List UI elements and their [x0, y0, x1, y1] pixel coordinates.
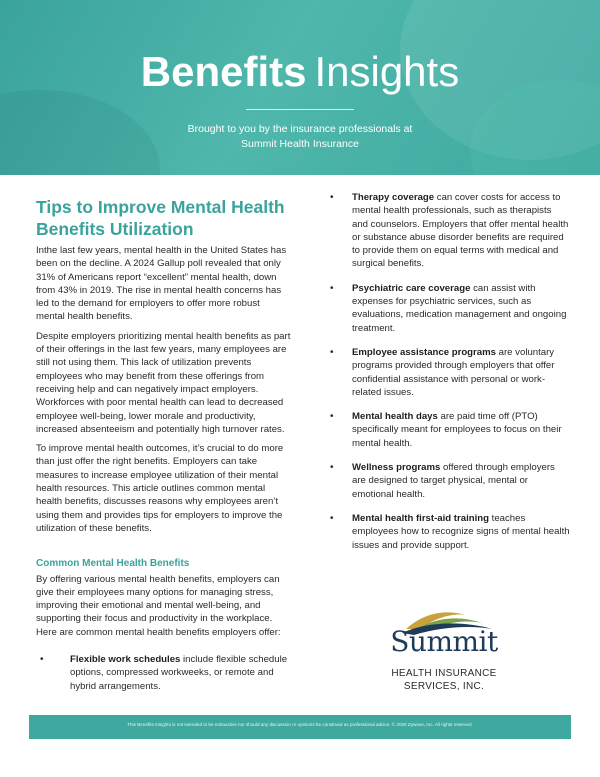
list-item-text: teaches employees how to recognize signs of mental health issues and provide support. — [352, 512, 570, 551]
list-item — [330, 346, 570, 399]
list-item-text: can cover costs for access to mental health professionals, such as therapists and counselors. Employers that offer mental health or substance abuse disorder benefits are required to provide them on equal terms with medical and surgical benefits. — [352, 192, 569, 270]
title-light: Insights — [314, 48, 460, 95]
subtitle-line2: Summit Health Insurance — [241, 138, 359, 150]
list-item-text: include flexible schedule options, compressed workweeks, or remote and hybrid arrangements. — [70, 654, 288, 692]
logo-line1: HEALTH INSURANCE — [391, 668, 497, 679]
article-title: Tips to Improve Mental Health Benefits Utilization — [36, 197, 285, 239]
list-item-bold: Therapy coverage — [352, 192, 435, 203]
list-item-text: are paid time off (PTO) specifically meant for employees to focus on their mental health. — [352, 411, 562, 449]
right-bullet-list — [330, 191, 570, 552]
list-item-bold: Flexible work schedules — [70, 654, 181, 666]
bullet-icon: • — [330, 192, 334, 203]
bullet-icon: • — [330, 282, 334, 294]
bullet-icon: • — [330, 512, 334, 524]
company-logo — [384, 607, 504, 697]
subtitle-line1: Brought to you by the insurance professionals at — [187, 123, 413, 135]
bullet-icon: • — [40, 654, 44, 666]
list-item — [330, 461, 570, 501]
list-item-bold: Wellness programs — [352, 462, 441, 474]
list-item-bold: Employee assistance programs — [352, 346, 496, 358]
list-item-bold: Psychiatric care coverage — [352, 282, 471, 294]
list-item — [330, 512, 570, 552]
list-item-bold: Mental health first-aid training — [352, 512, 489, 524]
title-divider — [246, 109, 354, 110]
paragraph-intro: Inthe last few years, mental health in the United States has been on the decline. A 2024 Gallup poll revealed that only 31% of Americans report “excellent” mental health, down from 43% in 2019. The rise in mental health concerns has led to the demand for employers to offer more robust mental health benefits. — [36, 245, 287, 323]
paragraph-outcomes: To improve mental health outcomes, it’s crucial to do more than just offer the right benefits. Employers can take measures to increase employee utilization of their mental health resources. This article outlines common mental health benefits, discusses reasons why employees aren’t using them and provides tips for employers to improve the utilization of these benefits. — [36, 443, 284, 534]
list-item-text: can assist with expenses for psychiatric services, such as evaluations, medication management and ongoing treatment. — [352, 282, 567, 334]
right-column — [330, 191, 570, 563]
title-bold: Benefits — [140, 48, 307, 95]
header-banner — [0, 0, 600, 175]
footer-disclaimer: This Benefits Insights is not intended to be exhaustive nor should any discussion or opinions be construed as professional advice. © 2025 Zywave, Inc. All rights reserved. — [127, 722, 473, 727]
list-item — [36, 653, 291, 693]
bullet-icon: • — [330, 346, 334, 358]
list-item-text: offered through employers are designed to target physical, mental or emotional health. — [352, 462, 555, 500]
logo-line2: SERVICES, INC. — [403, 681, 485, 692]
section-heading: Common Mental Health Benefits — [36, 558, 190, 570]
list-item — [330, 410, 570, 450]
list-item-text: are voluntary programs provided through employers that offer confidential assistance with personal or work-related issues. — [352, 346, 555, 398]
list-item — [330, 191, 570, 271]
left-column — [36, 196, 291, 704]
logo-wordmark: Summit — [390, 625, 498, 658]
list-item — [330, 282, 570, 335]
section-paragraph: By offering various mental health benefits, employers can give their employees many options for managing stress, improving their emotional and mental well-being, and supporting their focus and productivity in the workplace. Here are common mental health benefits employers offer: — [36, 573, 281, 638]
footer-bar — [29, 715, 571, 739]
paragraph-utilization: Despite employers prioritizing mental health benefits as part of their offerings in the last few years, many employees are still not using them. This lack of utilization prevents employees who may benefit from these offerings from receiving help and can negatively impact employers. Workforces with poor mental health can lead to decreased employee well-being, lower morale and productivity, increased absenteeism and potentially high turnover rates. — [36, 330, 291, 435]
bullet-icon: • — [330, 462, 334, 474]
bullet-icon: • — [330, 411, 334, 423]
newsletter-title — [0, 47, 600, 97]
left-bullet-list — [36, 653, 291, 693]
list-item-bold: Mental health days — [352, 411, 438, 423]
